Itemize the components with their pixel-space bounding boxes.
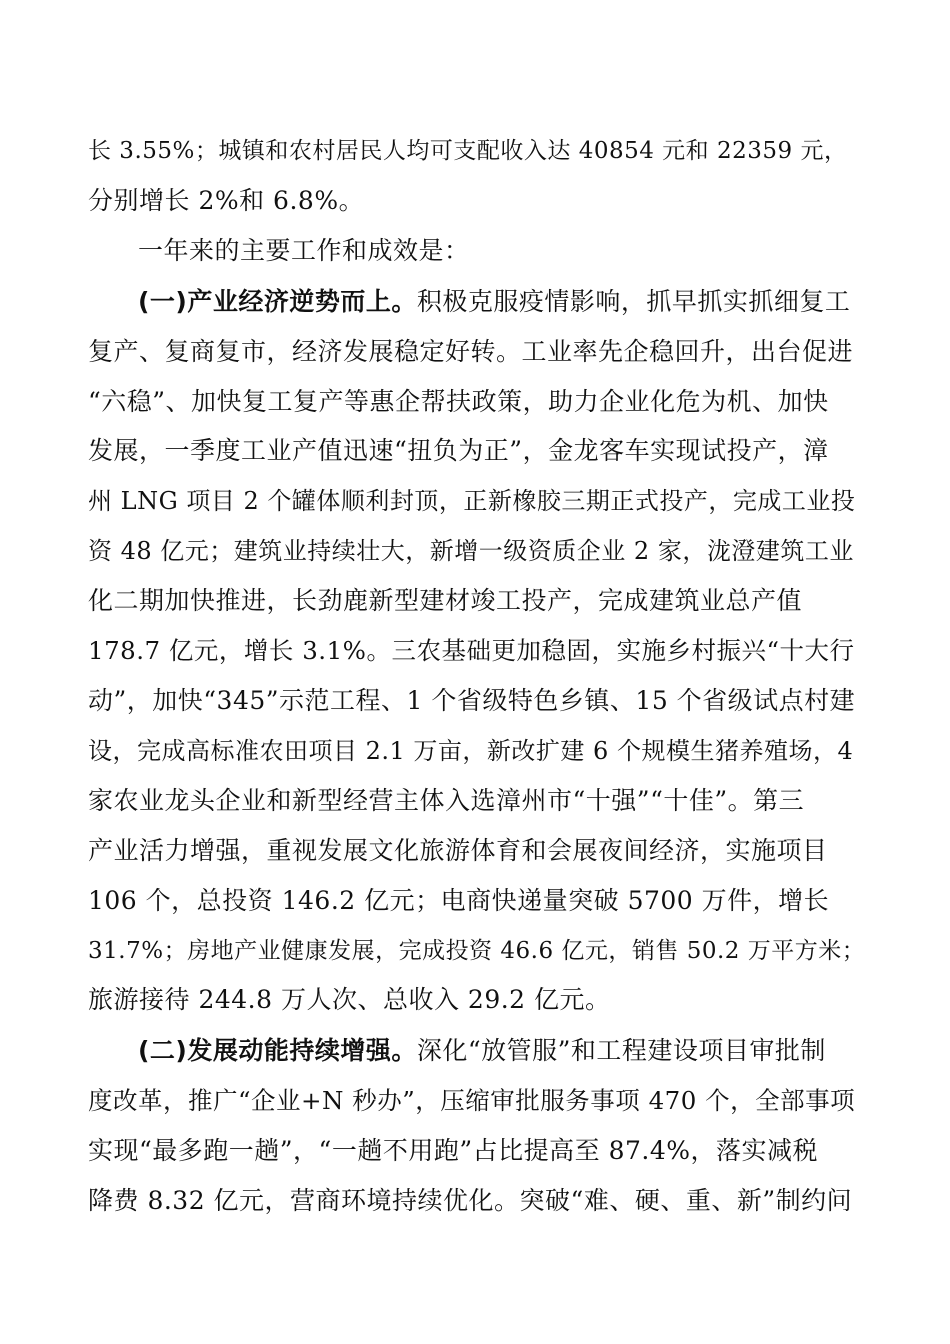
section-1-first-line	[138, 285, 862, 319]
section-1-line: 州 LNG 项目 2 个罐体顺利封顶，正新橡胶三期正式投产，完成工业投	[88, 487, 856, 515]
section-1-line: 设，完成高标准农田项目 2.1 万亩，新改扩建 6 个规模生猪养殖场，4	[88, 737, 854, 765]
section-1-line: 动”，加快“345”示范工程、1 个省级特色乡镇、15 个省级试点村建	[88, 686, 856, 715]
section-1-line: 复产、复商复市，经济发展稳定好转。工业率先企稳回升，出台促进	[88, 337, 854, 366]
section-2-line: 度改革，推广“企业+N 秒办”，压缩审批服务事项 470 个，全部事项	[88, 1086, 856, 1115]
section-1-line: 家农业龙头企业和新型经营主体入选漳州市“十强”“十佳”。第三	[88, 786, 805, 815]
section-2-line: 降费 8.32 亿元，营商环境持续优化。突破“难、硬、重、新”制约问	[88, 1186, 853, 1215]
section-1-line: 发展，一季度工业产值迅速“扭负为正”，金龙客车实现试投产，漳	[88, 436, 829, 465]
section-1-line: 化二期加快推进，长劲鹿新型建材竣工投产，完成建筑业总产值	[88, 586, 803, 615]
section-2-heading: (二)发展动能持续增强。	[138, 1036, 417, 1065]
section-2-first-line	[138, 1034, 862, 1068]
section-2-first-line-text: 深化“放管服”和工程建设项目审批制	[416, 1036, 826, 1065]
intro-line-2: 分别增长 2%和 6.8%。	[88, 186, 365, 215]
section-1-line: “六稳”、加快复工复产等惠企帮扶政策，助力企业化危为机、加快	[88, 387, 829, 416]
lead-sentence: 一年来的主要工作和成效是：	[138, 236, 470, 265]
section-1-first-line-text: 积极克服疫情影响，抓早抓实抓细复工	[416, 287, 851, 316]
section-1-line: 31.7%；房地产业健康发展，完成投资 46.6 亿元，销售 50.2 万平方米；	[88, 938, 866, 964]
intro-line-1: 长 3.55%；城镇和农村居民人均可支配收入达 40854 元和 22359 元，	[88, 138, 848, 164]
section-1-heading: (一)产业经济逆势而上。	[138, 287, 417, 316]
section-1-line: 旅游接待 244.8 万人次、总收入 29.2 亿元。	[88, 985, 611, 1014]
section-1-line: 资 48 亿元；建筑业持续壮大，新增一级资质企业 2 家，泷澄建筑工业	[88, 537, 854, 565]
section-1-line: 产业活力增强，重视发展文化旅游体育和会展夜间经济，实施项目	[88, 836, 828, 865]
section-2-line: 实现“最多跑一趟”，“一趟不用跑”占比提高至 87.4%，落实减税	[88, 1136, 818, 1165]
section-1-line: 178.7 亿元，增长 3.1%。三农基础更加稳固，实施乡村振兴“十大行	[88, 636, 855, 665]
section-1-line: 106 个，总投资 146.2 亿元；电商快递量突破 5700 万件，增长	[88, 886, 830, 915]
